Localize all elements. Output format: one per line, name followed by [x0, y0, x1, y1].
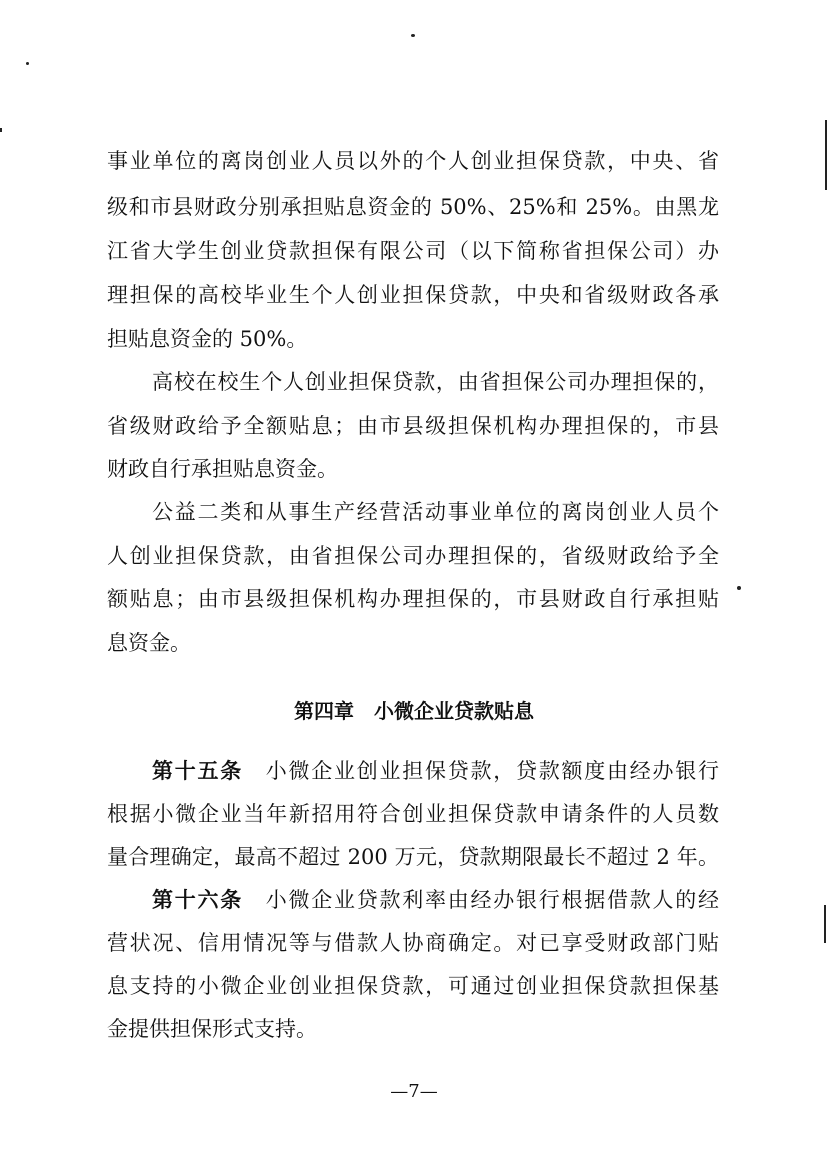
- scan-edge-mark: [825, 120, 827, 190]
- article-16-line-2: 营状况、信用情况等与借款人协商确定。对已享受财政部门贴: [107, 931, 719, 955]
- paragraph-1-line-4: 理担保的高校毕业生个人创业担保贷款，中央和省级财政各承: [107, 283, 719, 307]
- paragraph-3-line-1: 公益二类和从事生产经营活动事业单位的离岗创业人员个: [152, 500, 719, 524]
- paragraph-3-line-2: 人创业担保贷款，由省担保公司办理担保的，省级财政给予全: [107, 544, 719, 568]
- article-label-gap: [243, 888, 266, 912]
- paragraph-1-line-3: 江省大学生创业贷款担保有限公司（以下简称省担保公司）办: [107, 239, 719, 263]
- article-16-line-1-text: 小微企业贷款利率由经办银行根据借款人的经: [265, 888, 719, 912]
- article-15-line-2: 根据小微企业当年新招用符合创业担保贷款申请条件的人员数: [107, 802, 719, 826]
- scan-speck: [411, 34, 415, 37]
- chapter-title: 第四章 小微企业贷款贴息: [294, 699, 534, 723]
- scan-speck: [26, 62, 29, 65]
- article-16-line-3: 息支持的小微企业创业担保贷款，可通过创业担保贷款担保基: [107, 974, 719, 998]
- scan-edge-mark: [824, 905, 826, 943]
- article-15-line-3: 量合理确定，最高不超过 200 万元，贷款期限最长不超过 2 年。: [107, 845, 719, 869]
- article-16-line-4: 金提供担保形式支持。: [107, 1017, 317, 1041]
- paragraph-2-line-1: 高校在校生个人创业担保贷款，由省担保公司办理担保的，: [152, 370, 719, 394]
- paragraph-2-line-2: 省级财政给予全额贴息；由市县级担保机构办理担保的，市县: [107, 414, 719, 438]
- article-label-gap: [243, 759, 266, 783]
- paragraph-3-line-4: 息资金。: [107, 631, 191, 655]
- article-15-line-1-text: 小微企业创业担保贷款，贷款额度由经办银行: [265, 759, 719, 783]
- paragraph-1-line-1: 事业单位的离岗创业人员以外的个人创业担保贷款，中央、省: [107, 149, 719, 173]
- page-number: —7—: [390, 1081, 438, 1102]
- article-16-line-1: [152, 886, 719, 914]
- paragraph-3-line-3: 额贴息；由市县级担保机构办理担保的，市县财政自行承担贴: [107, 587, 719, 611]
- paragraph-2-line-3: 财政自行承担贴息资金。: [107, 457, 338, 481]
- paragraph-1-line-5: 担贴息资金的 50%。: [107, 327, 308, 351]
- article-15-line-1: [152, 757, 719, 785]
- paragraph-1-line-2: 级和市县财政分别承担贴息资金的 50%、25%和 25%。由黑龙: [107, 195, 719, 219]
- article-15-label: 第十五条: [152, 759, 243, 783]
- scan-edge-mark: [0, 128, 2, 132]
- scan-speck: [737, 586, 741, 590]
- article-16-label: 第十六条: [152, 888, 243, 912]
